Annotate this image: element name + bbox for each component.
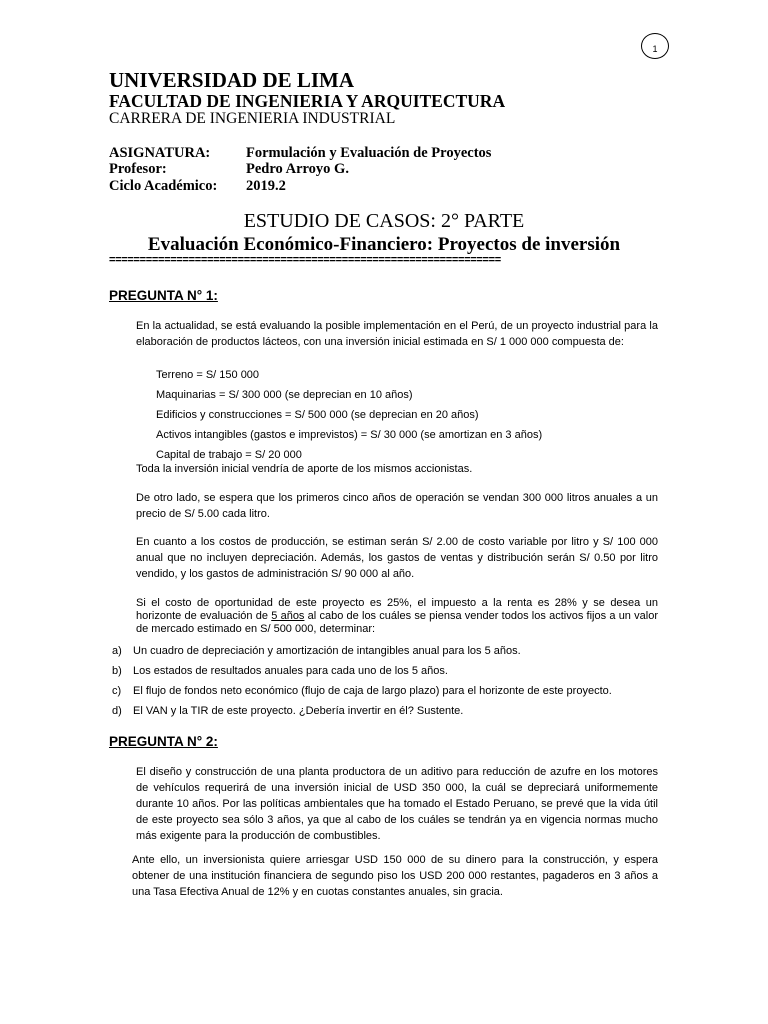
- task-c-text: El flujo de fondos neto económico (flujo de caja de largo plazo) para el horizonte de este proyecto.: [133, 685, 612, 697]
- task-d-text: El VAN y la TIR de este proyecto. ¿Debería invertir en él? Sustente.: [133, 705, 464, 717]
- task-b-text: Los estados de resultados anuales para cada uno de los 5 años.: [133, 665, 448, 677]
- q1-sales: De otro lado, se espera que los primeros cinco años de operación se vendan 300 000 litros anuales a un precio de S/ 5.00 cada litro.: [136, 492, 658, 520]
- professor-value: Pedro Arroyo G.: [246, 161, 349, 177]
- task-d-label: d): [112, 705, 122, 717]
- q1-intro: En la actualidad, se está evaluando la posible implementación en el Perú, de un proyecto industrial para la elaboración de productos lácteos, con una inversión inicial estimada en S/ 1 000 000 compuesta de:: [136, 320, 658, 348]
- document-subtitle: Evaluación Económico-Financiero: Proyectos de inversión: [147, 234, 621, 255]
- career-name: CARRERA DE INGENIERIA INDUSTRIAL: [109, 110, 396, 127]
- task-c-label: c): [112, 685, 122, 697]
- q1-item-intangibles: Activos intangibles (gastos e imprevistos) = S/ 30 000 (se amortizan en 3 años): [156, 429, 543, 441]
- question-1-heading: PREGUNTA N° 1:: [109, 288, 218, 303]
- faculty-name: FACULTAD DE INGENIERIA Y ARQUITECTURA: [109, 91, 506, 111]
- q1-item-buildings: Edificios y construcciones = S/ 500 000 (se deprecian en 20 años): [156, 409, 479, 421]
- cycle-value: 2019.2: [246, 178, 286, 194]
- subject-value: Formulación y Evaluación de Proyectos: [246, 145, 492, 161]
- q1-opportunity-before: Si el costo de oportunidad de este proyecto es 25%, el impuesto a la renta es 28% y se desea un horizonte de evaluación de: [136, 597, 658, 622]
- task-a-text: Un cuadro de depreciación y amortización de intangibles anual para los 5 años.: [133, 645, 521, 657]
- title-separator: ================================================================: [109, 254, 501, 266]
- question-2-heading: PREGUNTA N° 2:: [109, 734, 218, 749]
- q2-paragraph-2: Ante ello, un inversionista quiere arriesgar USD 150 000 de su dinero para la construcción, y espera obtener de una institución financiera de segundo piso los USD 200 000 restantes, pagaderos en 3 años a una Tasa Efectiva Anual de 12% y en cuotas constantes anuales, sin gracia.: [132, 854, 658, 898]
- q1-item-working-capital: Capital de trabajo = S/ 20 000: [156, 449, 302, 461]
- university-name: UNIVERSIDAD DE LIMA: [109, 68, 355, 92]
- task-b-label: b): [112, 665, 122, 677]
- q1-opportunity: [136, 597, 658, 636]
- q1-opportunity-after: al cabo de los cuáles se piensa vender todos los activos fijos a un valor de mercado estimado en S/ 500 000, determinar:: [136, 610, 658, 635]
- q2-paragraph-1: El diseño y construcción de una planta productora de un aditivo para reducción de azufre en los motores de vehículos requerirá de una inversión inicial de USD 350 000, la cuál se depreciará uniformemente durante 10 años. Por las políticas ambientales que ha tomado el Estado Peruano, se prevé que la vida útil de este proyecto sea sólo 3 años, ya que al cabo de los cuáles se tendrán ya en vigencia normas mucho más exigente para la producción de combustibles.: [136, 766, 658, 842]
- cycle-label: Ciclo Académico:: [109, 178, 218, 194]
- task-a-label: a): [112, 645, 122, 657]
- subject-label: ASIGNATURA:: [109, 145, 211, 161]
- page-number-badge: 1: [641, 33, 669, 59]
- q1-funding: Toda la inversión inicial vendría de aporte de los mismos accionistas.: [136, 463, 473, 475]
- q1-opportunity-horizon: 5 años: [271, 610, 305, 622]
- q1-item-machinery: Maquinarias = S/ 300 000 (se deprecian en 10 años): [156, 389, 413, 401]
- professor-label: Profesor:: [109, 161, 167, 177]
- q1-costs: En cuanto a los costos de producción, se estiman serán S/ 2.00 de costo variable por litro y S/ 100 000 anual que no incluyen depreciación. Además, los gastos de ventas y distribución serán S/ 0.50 por litro vendido, y los gastos de administración S/ 90 000 al año.: [136, 536, 658, 580]
- q1-item-land: Terreno = S/ 150 000: [156, 369, 260, 381]
- document-title: ESTUDIO DE CASOS: 2° PARTE: [243, 210, 525, 232]
